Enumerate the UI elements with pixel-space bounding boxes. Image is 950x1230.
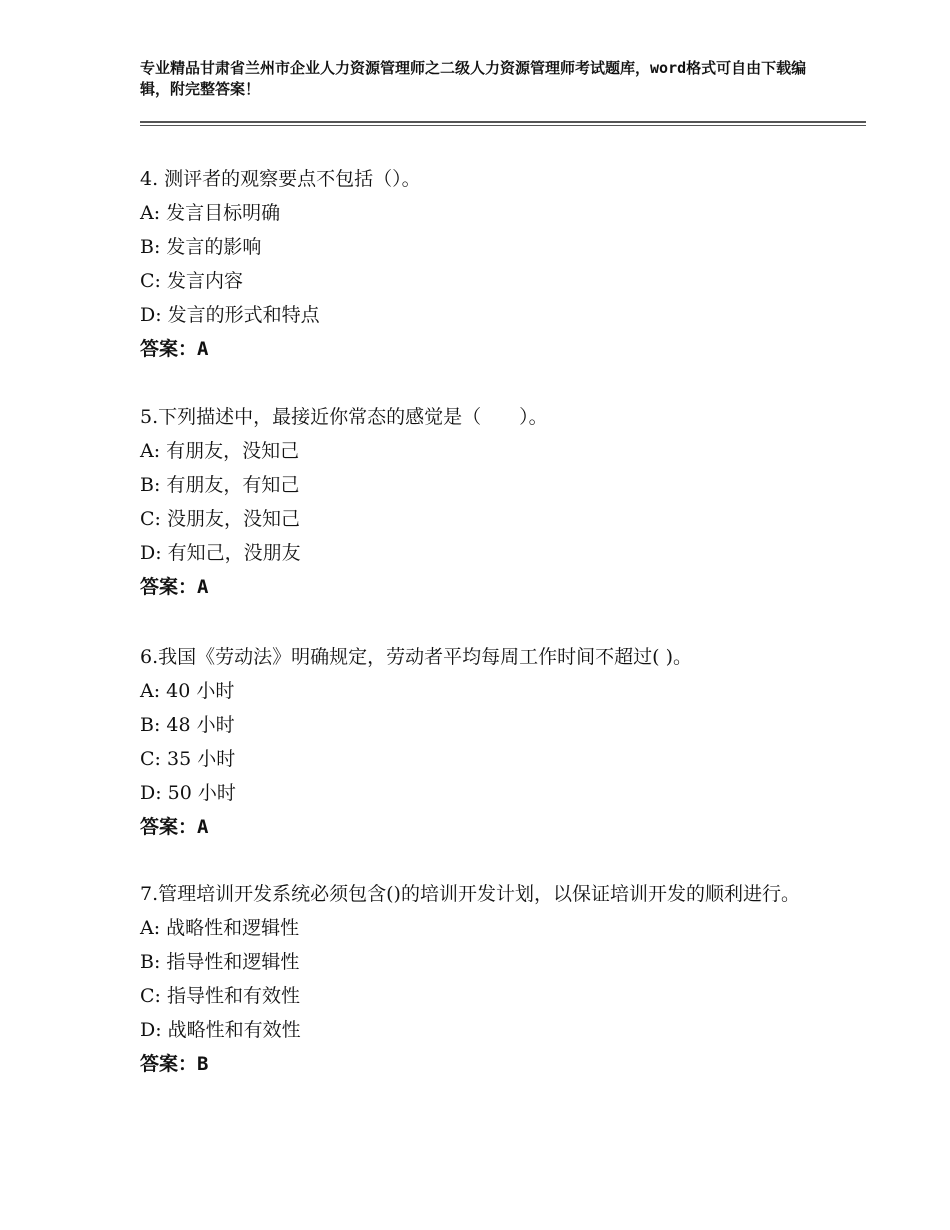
answer-value: A xyxy=(197,338,209,360)
option-c: C: 发言内容 xyxy=(140,270,243,292)
option-d: D: 有知己，没朋友 xyxy=(140,542,301,564)
option-a: A: 40 小时 xyxy=(140,680,235,702)
question-stem: 4. 测评者的观察要点不包括（）。 xyxy=(140,168,421,190)
question-block xyxy=(140,640,840,844)
answer-label: 答案： xyxy=(140,1053,198,1075)
answer-value: A xyxy=(197,816,209,838)
document-header: 专业精品甘肃省兰州市企业人力资源管理师之二级人力资源管理师考试题库，word格式可自由下载编辑，附完整答案！ xyxy=(140,59,807,98)
question-stem: 7.管理培训开发系统必须包含()的培训开发计划，以保证培训开发的顺利进行。 xyxy=(140,883,800,905)
question-block xyxy=(140,877,840,1081)
option-a: A: 有朋友，没知己 xyxy=(140,440,300,462)
option-d: D: 发言的形式和特点 xyxy=(140,304,320,326)
option-d: D: 50 小时 xyxy=(140,782,236,804)
question-block xyxy=(140,162,840,366)
answer-value: B xyxy=(197,1053,209,1075)
answer-value: A xyxy=(197,576,209,598)
option-a: A: 发言目标明确 xyxy=(140,202,281,224)
option-c: C: 35 小时 xyxy=(140,748,236,770)
answer-line xyxy=(140,810,840,844)
header-divider-thick xyxy=(140,121,866,123)
question-stem: 6.我国《劳动法》明确规定，劳动者平均每周工作时间不超过( )。 xyxy=(140,646,692,668)
header-divider-thin xyxy=(140,125,866,126)
answer-line xyxy=(140,332,840,366)
question-block xyxy=(140,400,840,604)
answer-line xyxy=(140,570,840,604)
answer-label: 答案： xyxy=(140,338,198,360)
option-b: B: 发言的影响 xyxy=(140,236,262,258)
option-c: C: 指导性和有效性 xyxy=(140,985,300,1007)
option-b: B: 有朋友，有知己 xyxy=(140,474,300,496)
option-a: A: 战略性和逻辑性 xyxy=(140,917,300,939)
option-c: C: 没朋友，没知己 xyxy=(140,508,300,530)
option-b: B: 指导性和逻辑性 xyxy=(140,951,300,973)
option-d: D: 战略性和有效性 xyxy=(140,1019,301,1041)
answer-label: 答案： xyxy=(140,816,198,838)
option-b: B: 48 小时 xyxy=(140,714,235,736)
answer-line xyxy=(140,1047,840,1081)
answer-label: 答案： xyxy=(140,576,198,598)
question-stem: 5.下列描述中，最接近你常态的感觉是（ ）。 xyxy=(140,406,548,428)
